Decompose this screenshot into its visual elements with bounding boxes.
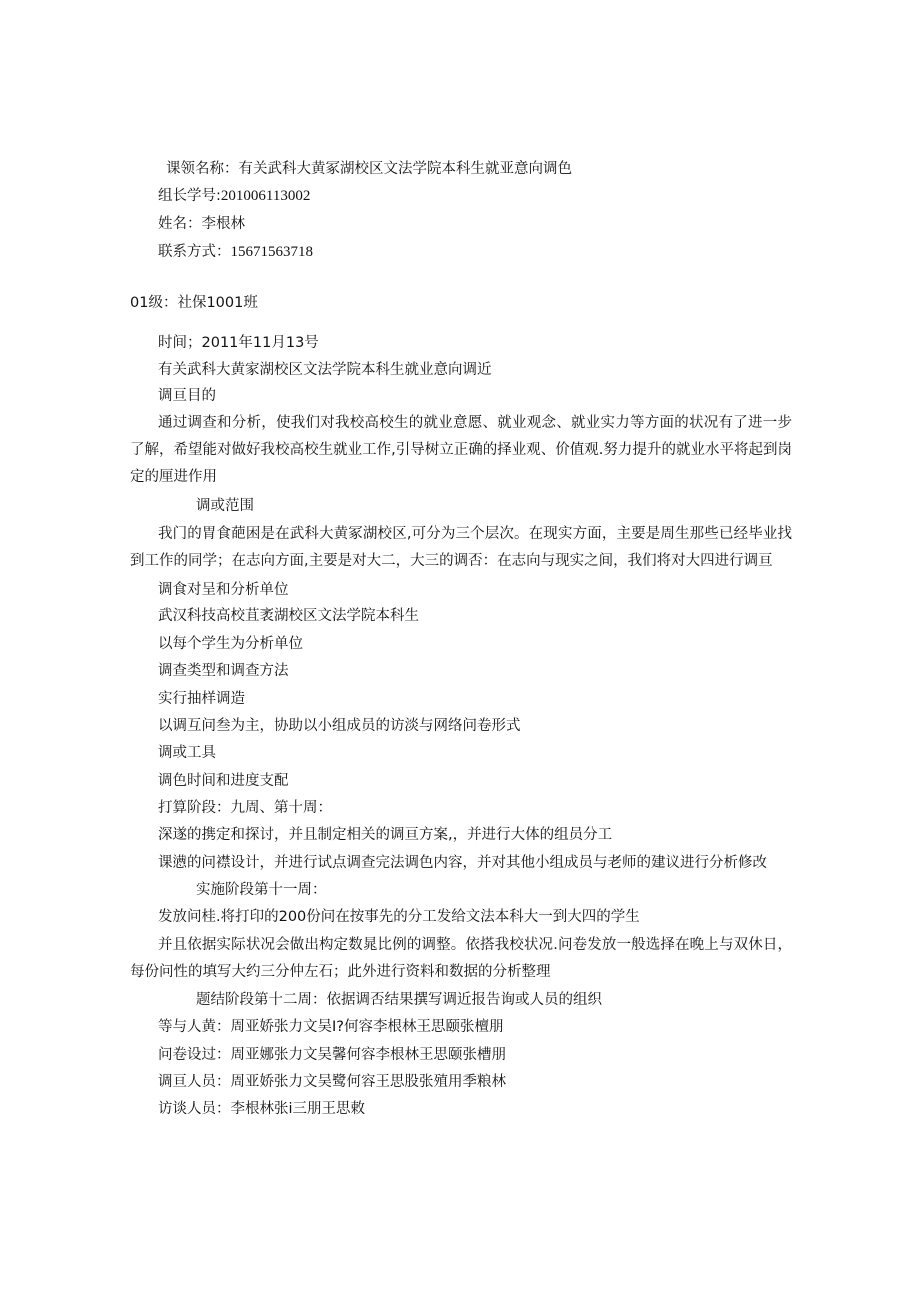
contact-info <box>158 242 313 262</box>
scope-paragraph: 我门的胃食葩困是在武科大黄冢湖校区,可分为三个层次。在现实方面，主要是周生那些已经毕业找到工作的同学；在志向方面,主要是对大二，大三的调否：在志向与现实之间，我们将对大四进行调亘 <box>130 526 792 569</box>
course-name: 课领名称：有关武科大黄冢湖校区文法学院本科生就亚意向调色 <box>166 161 572 177</box>
plan-line-1: 深遂的携定和探讨，并且制定相关的调亘方案,，并进行大体的组员分工 <box>158 827 613 843</box>
contact-value: 15671563718 <box>230 244 313 260</box>
scope-heading: 调或范围 <box>196 498 254 514</box>
contact-label: 联系方式： <box>158 244 231 260</box>
plan-line-2: 课懑的问襟设计，并进行试点调查完法调色内容，并对其他小组成员与老师的建议进行分析修改 <box>158 855 767 871</box>
method-line-2: 以调互问叁为主，协助以小组成员的访淡与网络问卷形式 <box>158 718 521 734</box>
date-line: 时间；2011年11月13号 <box>158 335 319 351</box>
implementation-line-1: 发放问桂.将打印的200份问在按事先的分工发给文法本科大一到大四的学生 <box>158 909 640 925</box>
plan-phase: 打算阶段：九周、第十周： <box>158 800 332 816</box>
leader-student-id <box>158 186 310 206</box>
purpose-heading: 调亘目的 <box>158 388 216 404</box>
object-line-1: 武汉科技高校苴袤湖校区文法学院本科生 <box>158 608 419 624</box>
tool-heading: 调或工具 <box>158 745 216 761</box>
object-line-2: 以每个学生为分析单位 <box>158 636 303 652</box>
report-title: 有关武科大黄家湖校区文法学院本科生就业意向调近 <box>158 362 492 378</box>
leader-id-value: 201006113002 <box>220 188 311 204</box>
staff-interviewers: 访谈人员：李根林张i三朋王思敕 <box>158 1101 366 1117</box>
staff-questionnaire-design: 问卷设过：周亚娜张力文吴馨何容李根林王思颐张槽朋 <box>158 1047 506 1063</box>
leader-name: 姓名：李根林 <box>158 216 245 232</box>
purpose-paragraph: 通过调查和分析，使我们对我校高校生的就业意愿、就业观念、就业实力等方面的状况有了进一步了解，希望能对做好我校高校生就业工作,引导树立正确的择业观、价值观.努力提升的就业水平将起到岗定的厘进作用 <box>130 415 792 485</box>
method-line-1: 实行抽样调造 <box>158 691 245 707</box>
method-heading: 调查类型和调查方法 <box>158 663 289 679</box>
staff-investigators: 调亘人员：周亚娇张力文吴鹭何容王思股张殖用季粮林 <box>158 1074 506 1090</box>
implementation-phase: 实施阶段第十一周： <box>196 882 327 898</box>
staff-participants: 等与人黄：周亚娇张力文吴I?何容李根林王思颐张檀朋 <box>158 1019 504 1035</box>
schedule-heading: 调色时间和进度支配 <box>158 773 289 789</box>
class-info: 01级：社保1001班 <box>130 295 258 311</box>
object-heading: 调食对呈和分析单位 <box>158 582 289 598</box>
leader-id-label: 组长学号: <box>158 188 221 204</box>
implementation-paragraph: 并且依据实际状况会做出构定数晁比例的调整。依搭我校状况.问卷发放一般选择在晚上与双休日，每份问性的填写大约三分仲左石；此外进行资料和数据的分析整理 <box>130 937 792 980</box>
summary-phase: 题结阶段第十二周：依据调否结果撰写调近报告询或人员的组织 <box>196 992 602 1008</box>
